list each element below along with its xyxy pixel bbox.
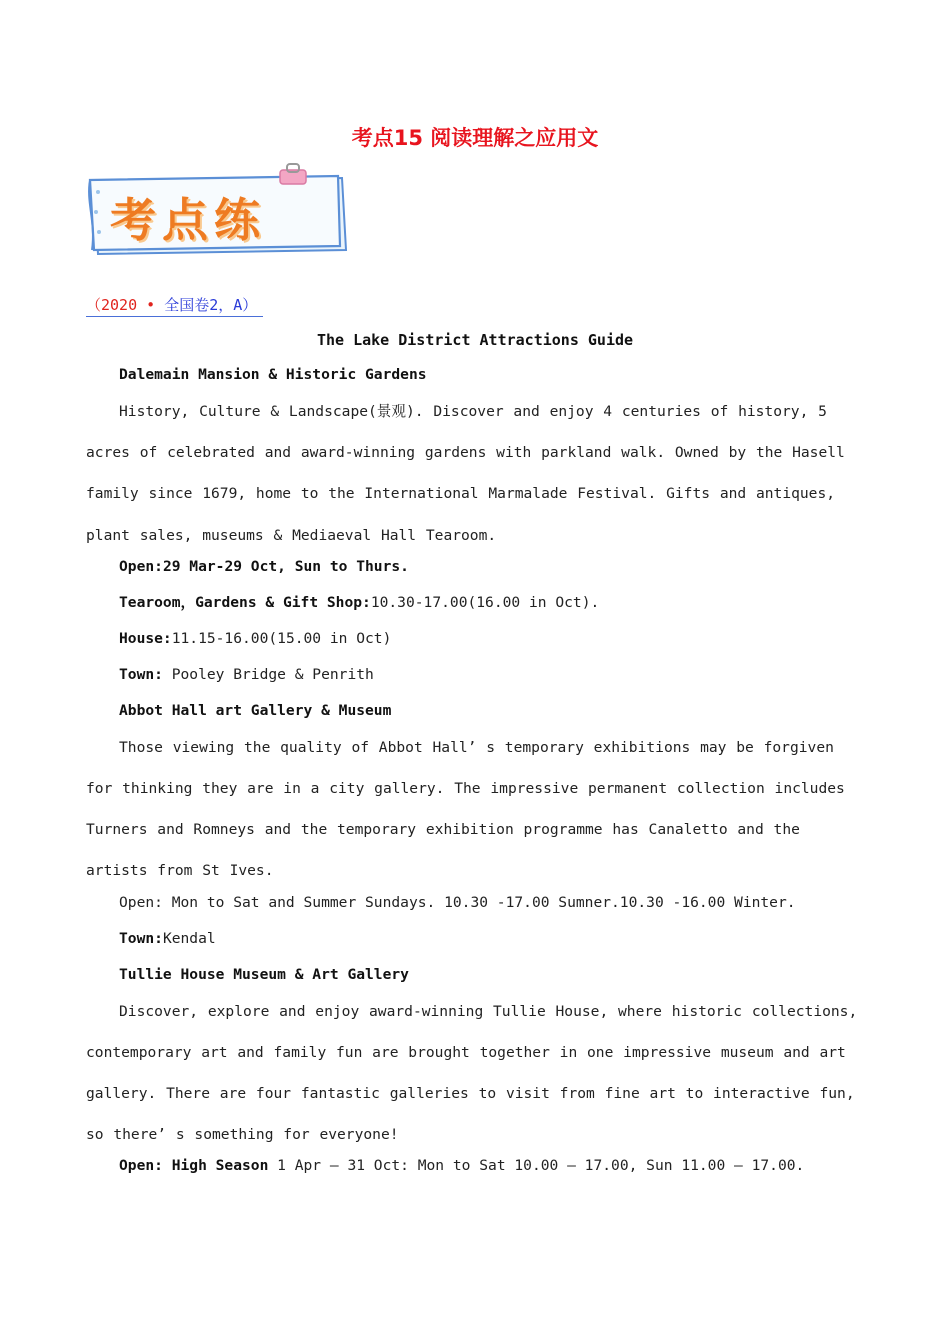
source-exam: 全国卷2，A）	[164, 296, 258, 314]
dalemain-open	[86, 556, 864, 592]
dalemain-description: History, Culture & Landscape(景观). Discover and enjoy 4 centuries of history, 5 acres of celebrated and award-winning gardens with parkland walk. Owned by the Hasell family since 1679, home to the International Marmalade Festival. Gifts and antiques, plant sales, museums & Mediaeval Hall Tearoom.	[86, 403, 845, 544]
guide-content	[86, 364, 864, 1191]
abbot-town-value: Kendal	[162, 929, 216, 947]
tullie-open-label: Open: High Season	[119, 1157, 269, 1175]
section-badge	[84, 162, 349, 261]
abbot-town-label: Town:	[119, 929, 163, 947]
source-citation	[86, 294, 263, 317]
dalemain-heading: Dalemain Mansion & Historic Gardens	[119, 366, 427, 383]
source-year: （2020	[86, 296, 138, 314]
abbot-description: Those viewing the quality of Abbot Hall’ s temporary exhibitions may be forgiven for thinking they are in a city gallery. The impressive permanent collection includes Turners and Romneys and the temporary exhibition programme has Canaletto and the artists from St Ives.	[86, 738, 845, 880]
dalemain-town-label: Town:	[119, 665, 163, 683]
dalemain-house-value: 11.15-16.00(15.00 in Oct)	[171, 629, 392, 647]
abbot-open: Open: Mon to Sat and Summer Sundays. 10.30 -17.00 Sumner.10.30 -16.00 Winter.	[119, 893, 796, 911]
badge-label: 考点练	[110, 193, 266, 247]
tullie-description: Discover, explore and enjoy award-winning Tullie House, where historic collections, contemporary art and family fun are brought together in one impressive museum and art gallery. There are four fantastic galleries to visit from fine art to interactive fun, so there’ s something for everyone!	[86, 1002, 858, 1144]
abbot-heading: Abbot Hall art Gallery & Museum	[119, 701, 392, 719]
dalemain-tearoom-label: Tearoom，Gardens & Gift Shop:	[119, 593, 371, 611]
page-title: 考点15 阅读理解之应用文	[351, 126, 599, 150]
tullie-open	[86, 1155, 864, 1191]
dalemain-house-label: House:	[119, 629, 172, 647]
tullie-open-value: 1 Apr – 31 Oct: Mon to Sat 10.00 – 17.00, Sun 11.00 – 17.00.	[268, 1157, 805, 1175]
source-dot: •	[137, 296, 165, 314]
dalemain-open-label: Open:	[119, 557, 163, 575]
abbot-town	[86, 928, 864, 964]
dalemain-town-value: Pooley Bridge & Penrith	[162, 665, 374, 683]
dalemain-tearoom	[86, 592, 864, 628]
dalemain-open-value: 29 Mar-29 Oct, Sun to Thurs.	[162, 557, 409, 575]
dalemain-town	[86, 664, 864, 700]
dalemain-house	[86, 628, 864, 664]
guide-title: The Lake District Attractions Guide	[316, 331, 634, 349]
tullie-heading: Tullie House Museum & Art Gallery	[119, 965, 409, 983]
dalemain-tearoom-value: 10.30-17.00(16.00 in Oct).	[370, 593, 600, 611]
